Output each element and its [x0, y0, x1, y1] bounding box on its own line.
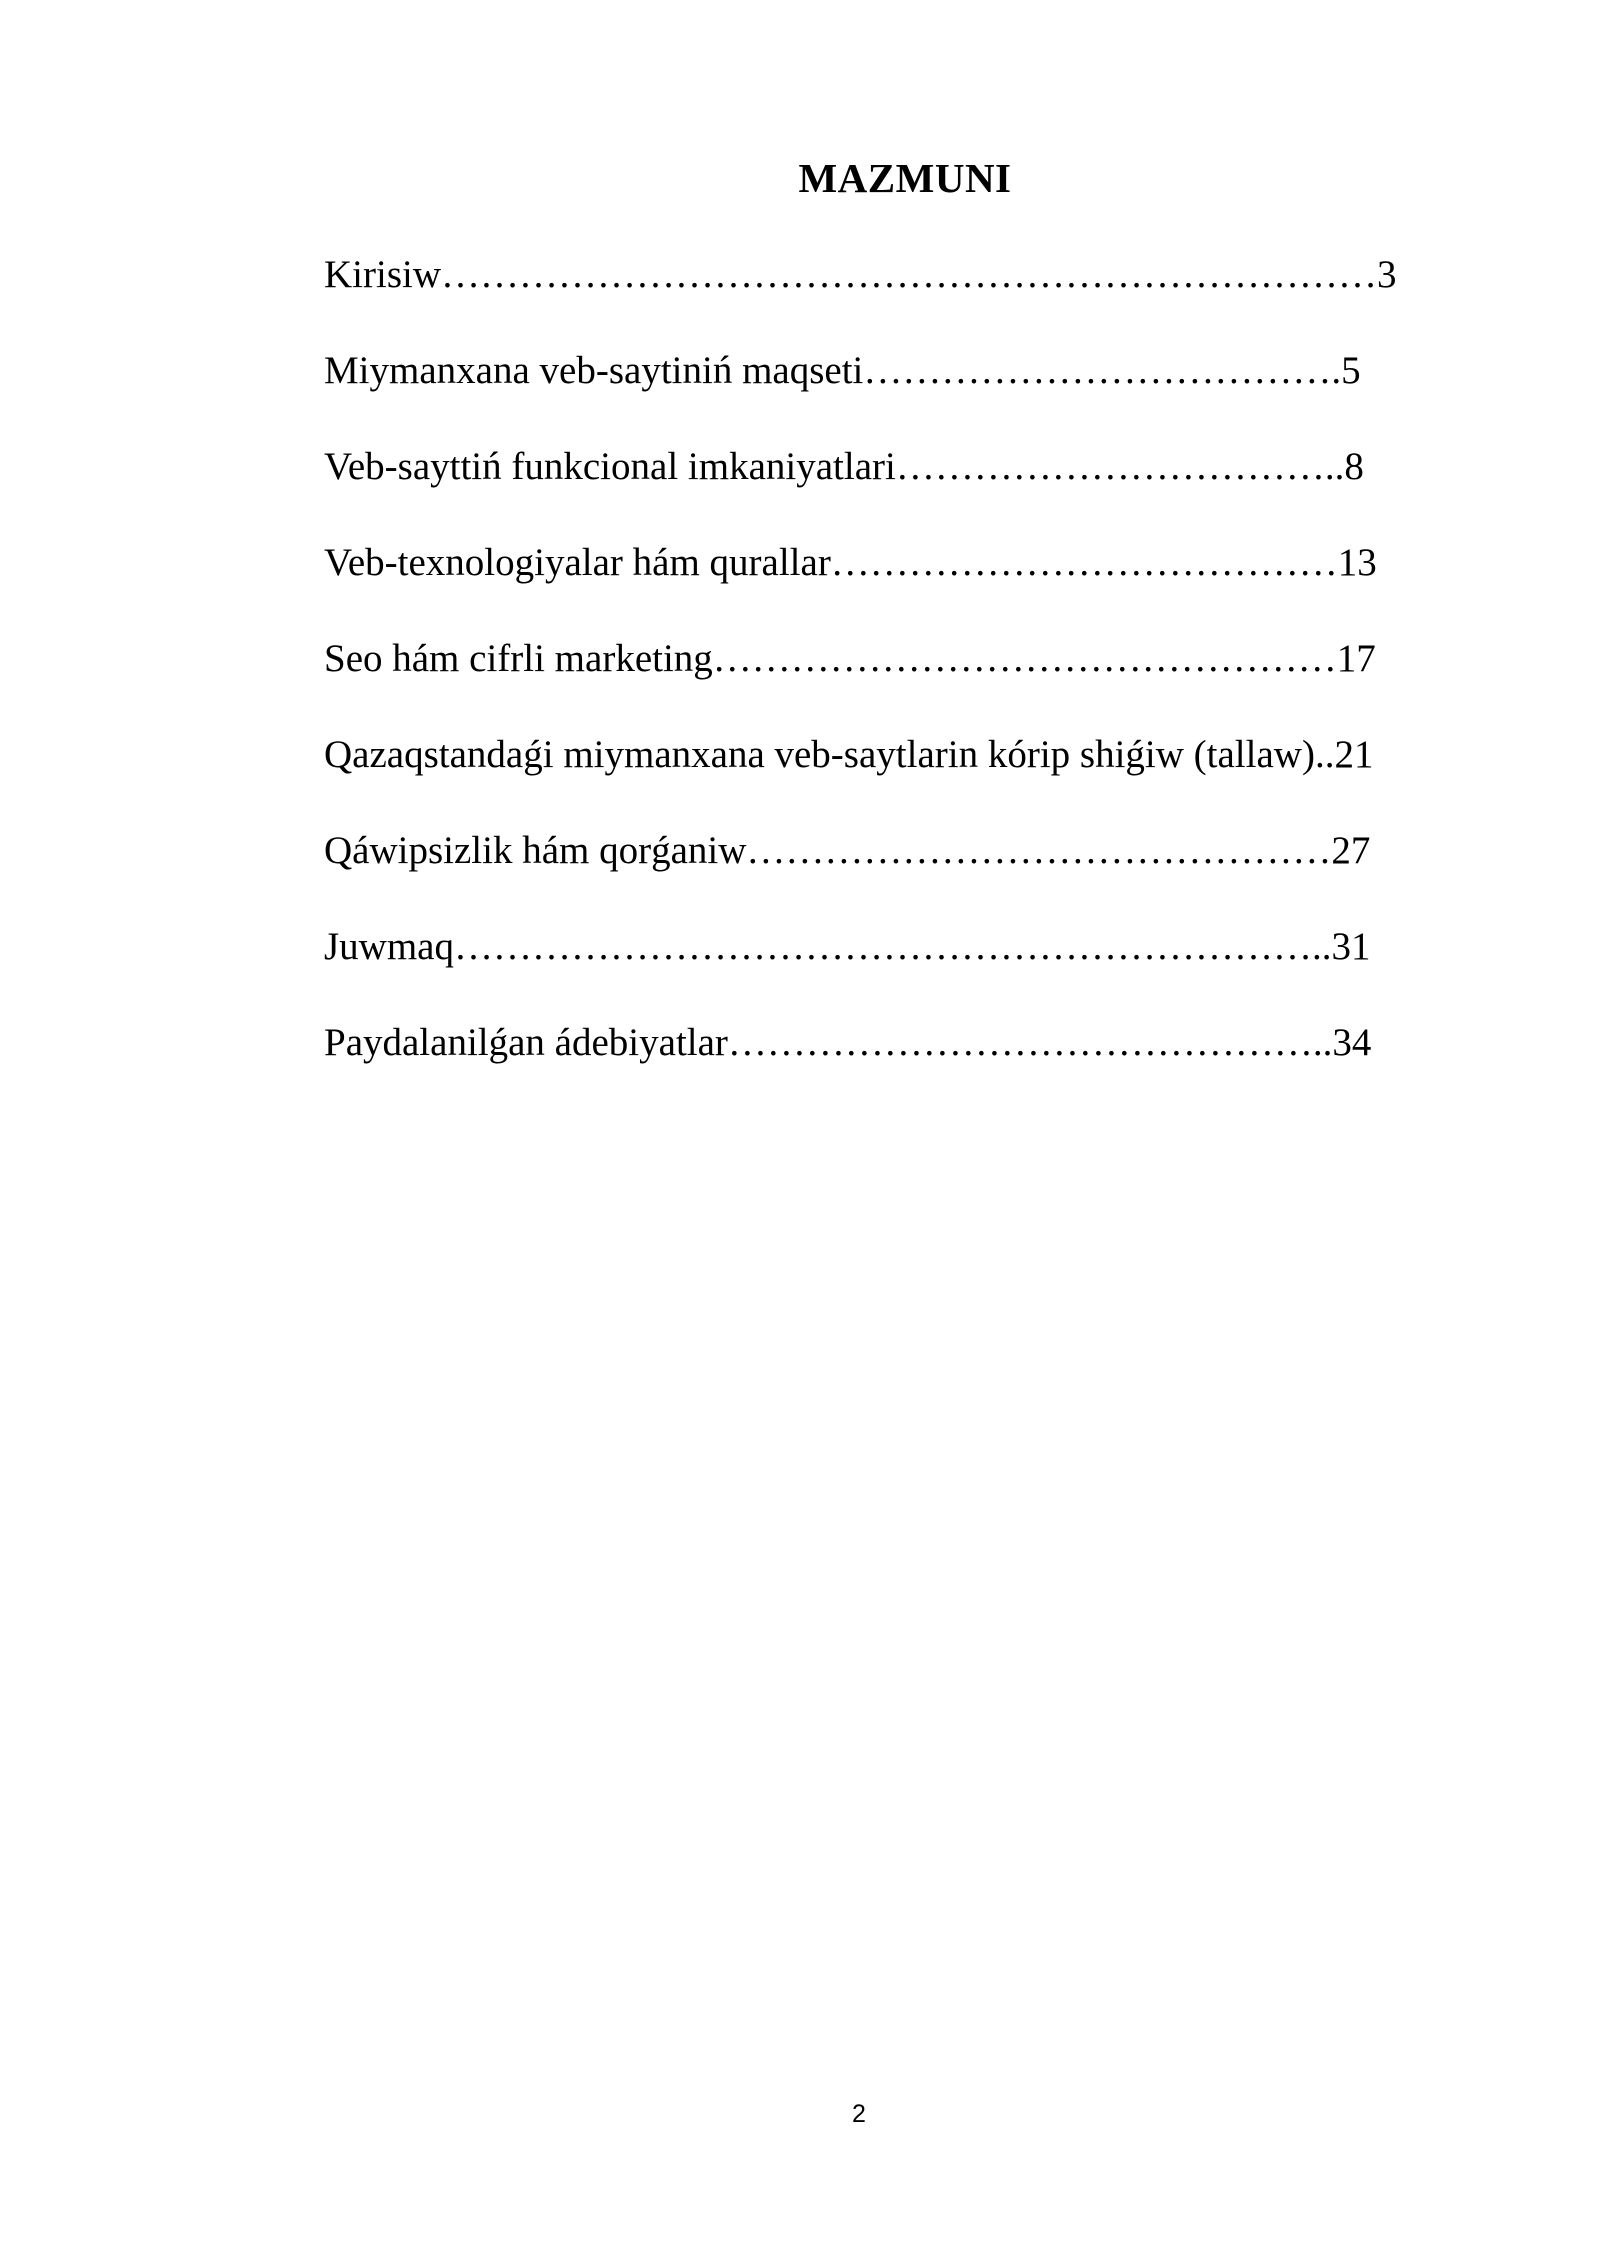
toc-entry: Seo hám cifrli marketing…………………………………………17 [324, 637, 1376, 680]
toc-entry: Paydalanilǵan ádebiyatlar………………………………………..34 [324, 1021, 1372, 1064]
table-of-contents [324, 248, 1504, 1112]
toc-entry: Miymanxana veb-saytiniń maqseti……………………………….5 [324, 349, 1361, 392]
toc-entry: Qáwipsizlik hám qorǵaniw………………………………………27 [324, 829, 1371, 872]
toc-entry: Veb-texnologiyalar hám qurallar…………………………………13 [324, 541, 1377, 584]
toc-entry: Veb-sayttiń funkcional imkaniyatlari……………………………..8 [324, 445, 1364, 488]
toc-entry: Qazaqstandaǵi miymanxana veb-saytlarin kórip shiǵiw (tallaw)..21 [324, 733, 1374, 776]
page-title: MAZMUNI [798, 155, 1012, 201]
toc-entry: Juwmaq…………………………………………………………..31 [324, 925, 1371, 968]
toc-entry: Kirisiw………………………………………………………………3 [324, 253, 1397, 296]
page-number: 2 [852, 2100, 866, 2128]
